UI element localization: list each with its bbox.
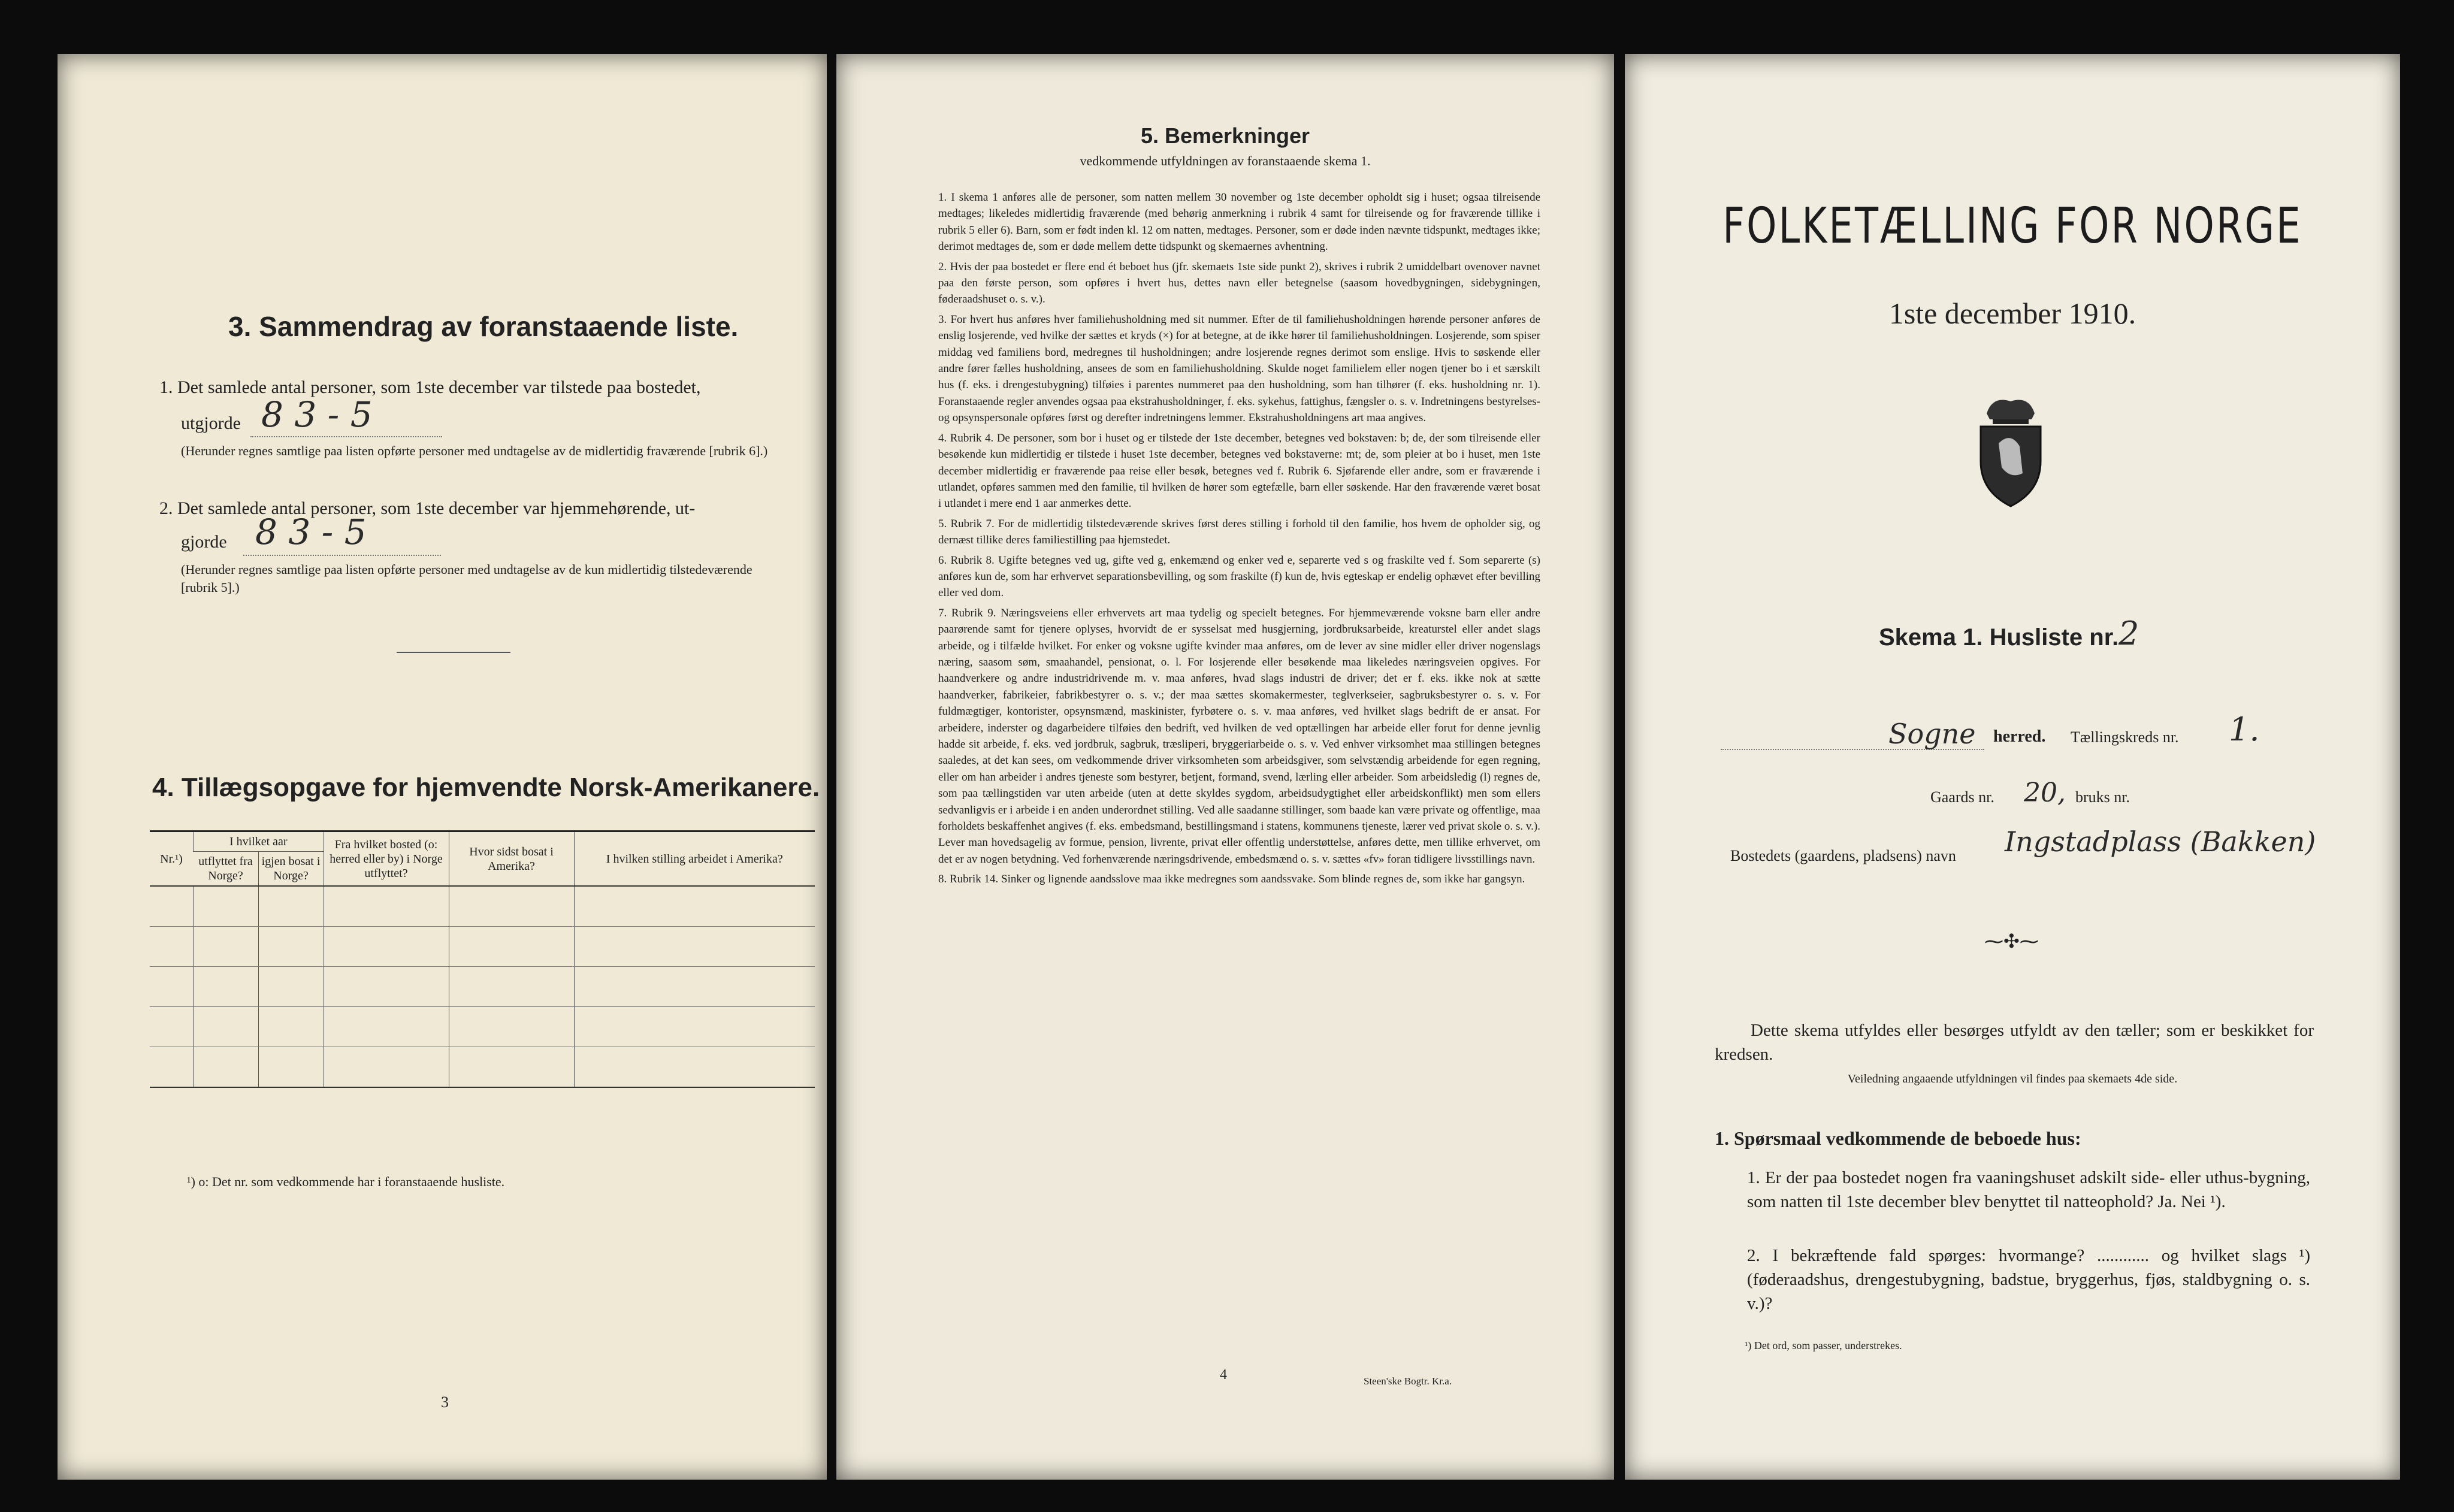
page-number: 4 bbox=[1220, 1367, 1227, 1383]
page-number: 3 bbox=[441, 1393, 449, 1411]
ornament-icon: ⁓✣⁓ bbox=[1984, 930, 2039, 952]
remark-paragraph: 8. Rubrik 14. Sinker og lignende aandsslove maa ikke medregnes som aandssvake. Som blinde regnes de, som ikke har gangsyn. bbox=[938, 873, 1525, 886]
table-header: igjen bosat i Norge? bbox=[258, 852, 324, 887]
table-header: I hvilken stilling arbeidet i Amerika? bbox=[574, 831, 815, 887]
norwegian-coat-of-arms-icon bbox=[1969, 389, 2053, 509]
table-row bbox=[150, 886, 815, 927]
question-2: 2. I bekræftende fald spørges: hvormange? ............ og hvilket slags ¹) (føderaadshus, drengestubygning, badstue, bryggerhus, fjøs, staldbygning o. s. v.)? bbox=[1747, 1246, 2310, 1313]
remark-paragraph: 7. Rubrik 9. Næringsveiens eller erhvervets art maa tydelig og specielt betegnes. For hjemmeværende voksne barn eller andre paarørende samt for tjenere oplyses, hvorvidt de er sysselsat med husgjerning, jordbruksarbeide, kreaturstel eller andet slags arbeide, og i tilfælde hvilket. For enker og voksne ugifte kvinder maa anføres, om de lever av sine midler eller driver nogenslags næring, saasom søm, smaahandel, pensionat, o. l. For losjerende eller besøkende maa likeledes næringsveien opgives. For haandverkere og andre industridrivende m. v. maa anføres, hvad slags industri de driver; det er f. eks. ikke nok at sætte haandverker, fabrikeier, fabrikbestyrer o. s. v.; der maa sættes skomakermester, teglverkseier, sagbruksbestyrer o. s. v. For fuldmægtiger, kontorister, opsynsmænd, maskinister, fyrbøtere o. s. v. maa anføres, ved hvilket slags bedrift de er ansat. For arbeidere, inderster og dagarbeidere tilføies den bedrift, ved hvilken de ved optællingen har arbeide eller forut for denne jevnlig hadde sit arbeide, f. eks. ved jordbruk, sagbruk, træsliperi, bryggeriarbeide o. s. v. Ved enhver virksomhet maa stillingen betegnes saaledes, at det kan sees, om vedkommende driver virksomheten som arbeidsgiver, som selvstændig arbeidende for egen regning, eller om han arbeider i andres tjeneste som bestyrer, betjent, formand, svend, lærling eller arbeider. Som arbeidsledig (l) regnes de, som paa tællingstiden var uten arbeide (uten at dette skyldes sygdom, arbeidsudygtighet eller arbeidskonflikt) men som ellers sedvanligvis er i arbeide i en anden underordnet stilling. Ved alle saadanne stillinger, som baade kan være private og offentlige, maa forholdets beskaffenhet angives (f. eks. embedsmand, bestillingsmand i statens, kommunens tjeneste, lærer ved privat skole o. s. v.). Lever man hovedsagelig av formue, pension, livrente, privat eller offentlig understøttelse, anføres dette, men tillike erhvervet, om det er av nogen betydning. Ved forhenværende næringsdrivende, embedsmænd o. s. v. sættes «fv» foran tidligere livsstillings navn. bbox=[938, 606, 1540, 866]
norsk-amerikaner-table bbox=[150, 830, 815, 1088]
remark-paragraph: 2. Hvis der paa bostedet er flere end ét beboet hus (jfr. skemaets 1ste side punkt 2), skrives i rubrik 2 umiddelbart ovenover navnet paa den første person, som opføres i hvert hus, dettes navn eller betegnelse (saasom hovedbygningen, sidebygningen, føderaadshuset o. s. v.). bbox=[938, 260, 1540, 306]
table-row bbox=[150, 1007, 815, 1047]
krets-value: 1. bbox=[2229, 710, 2260, 748]
section4-title: 4. Tillægsopgave for hjemvendte Norsk-Amerikanere. bbox=[152, 773, 820, 802]
remarks-subtitle: vedkommende utfyldningen av foranstaaende skema 1. bbox=[1080, 153, 1371, 168]
divider bbox=[397, 652, 510, 653]
item1-value: 8 3 - 5 bbox=[261, 394, 373, 435]
remarks-body bbox=[938, 189, 1540, 1363]
item2-line: 2. Det samlede antal personer, som 1ste december var hjemmehørende, ut- bbox=[159, 498, 696, 518]
bosted-label: Bostedets (gaardens, pladsens) navn bbox=[1730, 847, 1956, 864]
table-header: I hvilket aar bbox=[194, 831, 324, 852]
item2-value: 8 3 - 5 bbox=[255, 512, 367, 552]
remarks-title: 5. Bemerkninger bbox=[1140, 123, 1310, 148]
footnote: ¹) Det ord, som passer, understrekes. bbox=[1745, 1339, 1902, 1351]
intro-small: Veiledning angaaende utfyldningen vil findes paa skemaets 4de side. bbox=[1847, 1072, 2178, 1085]
table-row bbox=[150, 967, 815, 1007]
remark-paragraph: 1. I skema 1 anføres alle de personer, som natten mellem 30 november og 1ste december opholdt sig i huset; ogsaa tilreisende medtages; likeledes midlertidig fraværende (med behørig anmerkning i rubrik 4 samt for tilreisende og for fraværende tillike i rubrik 5 eller 6). Barn, som er født inden kl. 12 om natten, medtages. Personer, som er døde inden nævnte tidspunkt, medtages ikke; derimot medtages de, som er døde mellem dette tidspunkt og skemaernes avhentning. bbox=[938, 191, 1540, 253]
item2-note: (Herunder regnes samtlige paa listen opførte personer med undtagelse av de kun midlertidig tilstedeværende [rubrik 5].) bbox=[181, 562, 752, 595]
intro-text: Dette skema utfyldes eller besørges utfyldt av den tæller; som er beskikket for kredsen. bbox=[1715, 1021, 2314, 1064]
remark-paragraph: 3. For hvert hus anføres hver familiehusholdning med sit nummer. Efter de til familiehusholdningen hørende personer anføres de enslig losjerende, ved hvilke der sættes et kryds (×) for at betegne, at de ikke hører til familiehusholdningen. Losjerende, som spiser middag ved familiens bord, medregnes til husholdningen; andre losjerende regnes derimot som enslige. Hvis to søskende eller andre fører fælles husholdning, ansees de som en familiehusholdning. Skulde noget familielem eller nogen tjener bo i et særskilt hus (f. eks. i drengestubygning) tilføies i parentes nummeret paa den husholdning, som han tilhører (f. eks. husholdning nr. 1). Foranstaaende regler anvendes ogsaa paa ekstrahusholdninger, f. eks. sykehus, fattighus, fængsler o. s. v. Indretningens bestyrelses- og opsynspersonale opføres først og derefter indretningens lemmer. Ekstrahusholdningens art maa angives. bbox=[938, 313, 1540, 425]
remark-paragraph: 4. Rubrik 4. De personer, som bor i huset og er tilstede der 1ste december, betegnes ved bokstaven: b; de, der som tilreisende eller besøkende kun midlertidig er tilstede i huset 1ste december, betegnes ved bokstaverne: mt; de, som pleier at bo i huset, men 1ste december midlertidig er fraværende paa reise eller besøk, betegnes ved f. Rubrik 6. Sjøfarende eller andre, som er fraværende i utlandet, opføres sammen med den familie, til hvilken de hører som egtefælle, barn eller søskende. Har den fraværende været bosat i utlandet i mere end 1 aar anmerkes dette. bbox=[938, 431, 1540, 510]
census-title: FOLKETÆLLING FOR NORGE bbox=[1722, 198, 2302, 255]
table-header: Nr.¹) bbox=[150, 831, 194, 887]
table-header: Fra hvilket bosted (o: herred eller by) i Norge utflyttet? bbox=[324, 831, 449, 887]
census-date: 1ste december 1910. bbox=[1888, 297, 2136, 330]
questions-heading: 1. Spørsmaal vedkommende de beboede hus: bbox=[1715, 1127, 2081, 1149]
footnote: ¹) o: Det nr. som vedkommende har i foranstaaende husliste. bbox=[187, 1174, 505, 1189]
item1-prefix: utgjorde bbox=[181, 413, 241, 433]
page-middle bbox=[836, 54, 1614, 1480]
herred-value: Sogne bbox=[1888, 718, 1976, 750]
item1-line: 1. Det samlede antal personer, som 1ste december var tilstede paa bostedet, bbox=[159, 377, 701, 397]
gaards-label: Gaards nr. bbox=[1930, 788, 1994, 806]
skema-label: Skema 1. Husliste nr. bbox=[1879, 624, 2119, 651]
remark-paragraph: 6. Rubrik 8. Ugifte betegnes ved ug, gifte ved g, enkemænd og enker ved e, separerte ved s og fraskilte ved f. Som separerte (s) anføres kun de, som har erhvervet separationsbevilling, og som fraskilte (f) kun de, hvis egteskap er endelig ophævet efter bevilling eller ved dom. bbox=[938, 554, 1540, 600]
remark-paragraph: 5. Rubrik 7. For de midlertidig tilstedeværende skrives først deres stilling i forhold til den familie, hos hvem de opholder sig, og dernæst tillike deres familiestilling paa hjemstedet. bbox=[938, 517, 1540, 547]
krets-label: Tællingskreds nr. bbox=[2071, 728, 2179, 746]
herred-label: herred. bbox=[1993, 727, 2046, 746]
bosted-value: Ingstadplass (Bakken) bbox=[2005, 825, 2316, 858]
table-row bbox=[150, 1047, 815, 1088]
item2-prefix: gjorde bbox=[181, 532, 227, 552]
table-header: utflyttet fra Norge? bbox=[194, 852, 259, 887]
page-left bbox=[58, 54, 827, 1480]
page-right bbox=[1625, 54, 2400, 1480]
section3-title: 3. Sammendrag av foranstaaende liste. bbox=[228, 311, 739, 342]
bruks-label: bruks nr. bbox=[2075, 788, 2130, 806]
table-row bbox=[150, 927, 815, 967]
gaards-value: 20, bbox=[2024, 778, 2066, 808]
printer-mark: Steen'ske Bogtr. Kr.a. bbox=[1364, 1375, 1452, 1387]
table-header: Hvor sidst bosat i Amerika? bbox=[449, 831, 574, 887]
item1-note: (Herunder regnes samtlige paa listen opførte personer med undtagelse av de midlertidig fraværende [rubrik 6].) bbox=[181, 443, 768, 458]
husliste-nr: 2 bbox=[2118, 615, 2139, 652]
question-1: 1. Er der paa bostedet nogen fra vaaningshuset adskilt side- eller uthus-bygning, som natten til 1ste december blev benyttet til natteophold? Ja. Nei ¹). bbox=[1747, 1168, 2310, 1211]
